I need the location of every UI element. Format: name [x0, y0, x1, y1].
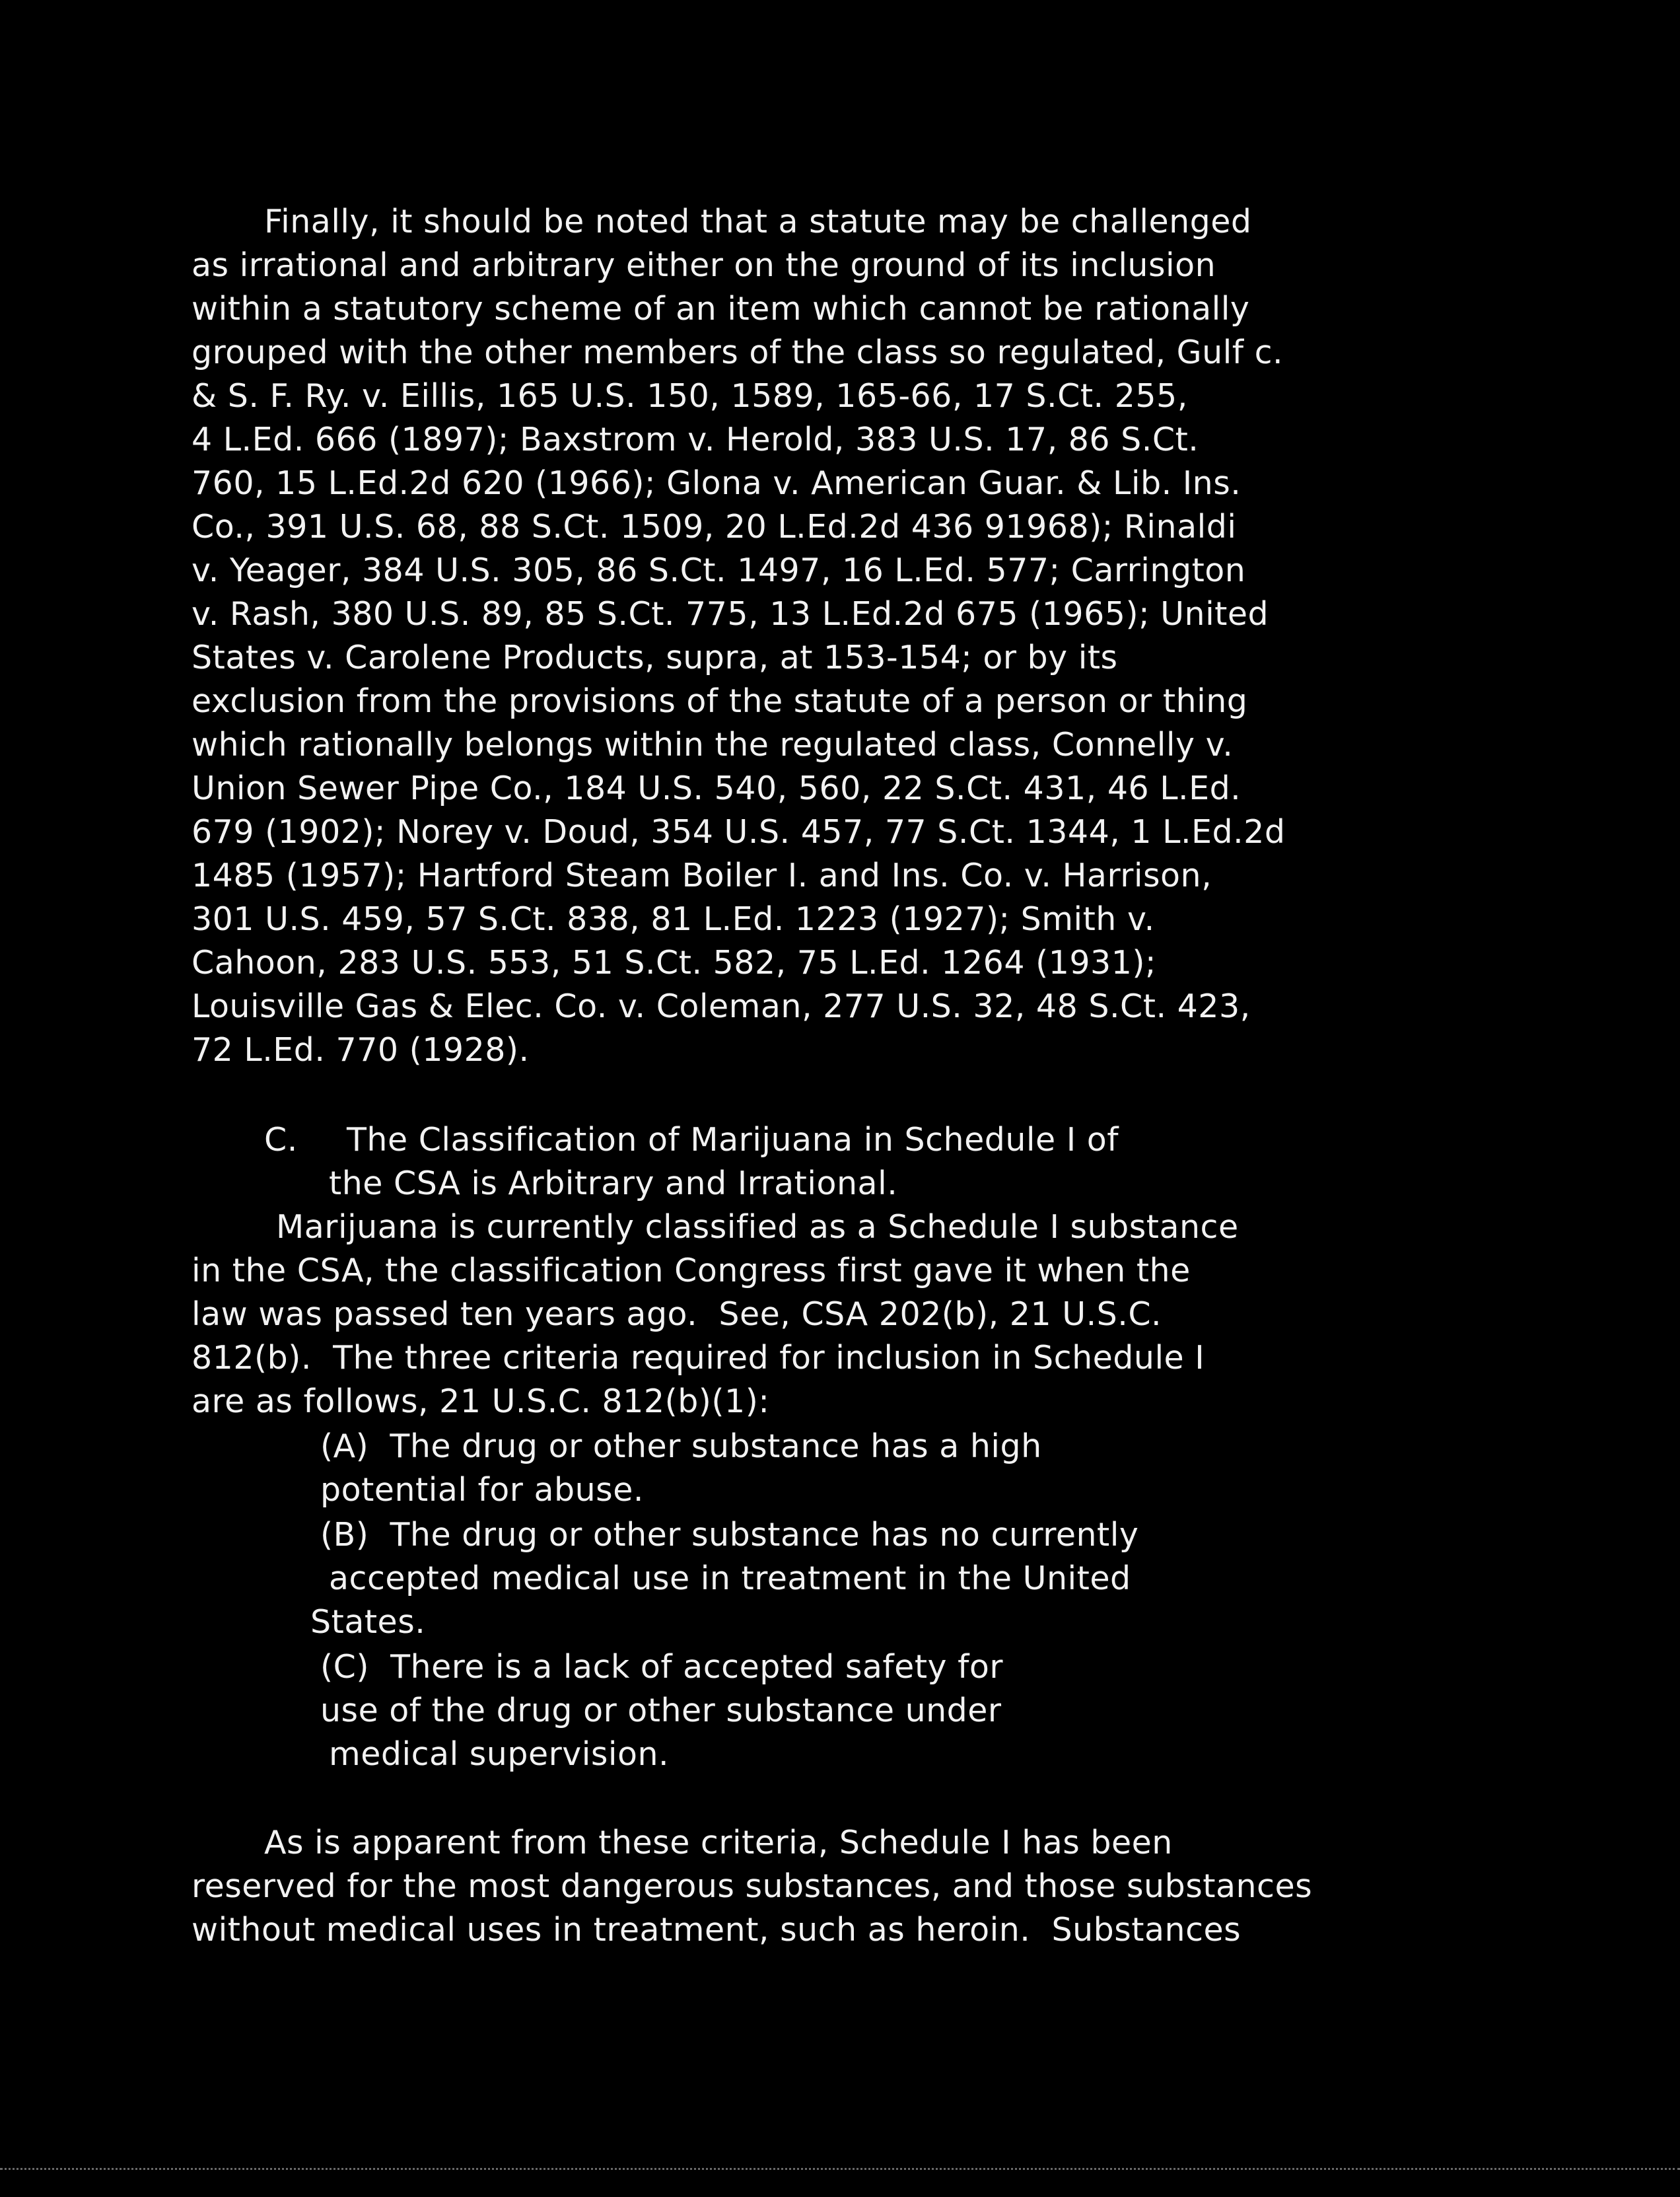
paragraph1-line-20: 72 L.Ed. 770 (1928).	[192, 1031, 530, 1069]
scan-edge-divider	[0, 2168, 1680, 2170]
criterion-a-line-1: (A) The drug or other substance has a high	[320, 1427, 1042, 1465]
criterion-c-line-1: (C) There is a lack of accepted safety for	[320, 1648, 1003, 1686]
paragraph2-line-5: are as follows, 21 U.S.C. 812(b)(1):	[192, 1383, 770, 1420]
paragraph1-line-13: which rationally belongs within the regulated class, Connelly v.	[192, 726, 1234, 764]
paragraph3-line-1: As is apparent from these criteria, Schedule I has been	[264, 1824, 1173, 1861]
paragraph1-line-2: as irrational and arbitrary either on the ground of its inclusion	[192, 246, 1216, 284]
paragraph1-line-15: 679 (1902); Norey v. Doud, 354 U.S. 457, 77 S.Ct. 1344, 1 L.Ed.2d	[192, 813, 1286, 851]
heading-line-2: the CSA is Arbitrary and Irrational.	[329, 1165, 898, 1202]
paragraph1-line-6: 4 L.Ed. 666 (1897); Baxstrom v. Herold, 383 U.S. 17, 86 S.Ct.	[192, 421, 1199, 458]
paragraph2-line-1: Marijuana is currently classified as a Schedule I substance	[276, 1208, 1239, 1246]
paragraph1-line-5: & S. F. Ry. v. Eillis, 165 U.S. 150, 1589, 165-66, 17 S.Ct. 255,	[192, 377, 1188, 415]
paragraph1-line-18: Cahoon, 283 U.S. 553, 51 S.Ct. 582, 75 L.Ed. 1264 (1931);	[192, 944, 1157, 982]
paragraph3-line-2: reserved for the most dangerous substances, and those substances	[192, 1867, 1313, 1905]
criterion-c-line-3: medical supervision.	[329, 1735, 670, 1773]
paragraph1-line-7: 760, 15 L.Ed.2d 620 (1966); Glona v. American Guar. & Lib. Ins.	[192, 464, 1242, 502]
paragraph1-line-3: within a statutory scheme of an item which cannot be rationally	[192, 290, 1250, 328]
criterion-b-line-3: States.	[310, 1603, 426, 1641]
paragraph1-line-11: States v. Carolene Products, supra, at 153-154; or by its	[192, 639, 1118, 676]
criterion-b-line-1: (B) The drug or other substance has no currently	[320, 1516, 1139, 1554]
paragraph1-line-9: v. Yeager, 384 U.S. 305, 86 S.Ct. 1497, 16 L.Ed. 577; Carrington	[192, 552, 1246, 589]
paragraph1-line-19: Louisville Gas & Elec. Co. v. Coleman, 277 U.S. 32, 48 S.Ct. 423,	[192, 988, 1251, 1025]
paragraph1-line-8: Co., 391 U.S. 68, 88 S.Ct. 1509, 20 L.Ed.2d 436 91968); Rinaldi	[192, 508, 1237, 546]
paragraph1-line-4: grouped with the other members of the class so regulated, Gulf c.	[192, 334, 1284, 371]
heading-line-1: The Classification of Marijuana in Schedule I of	[347, 1121, 1119, 1159]
paragraph2-line-3: law was passed ten years ago. See, CSA 202(b), 21 U.S.C.	[192, 1295, 1162, 1333]
paragraph1-line-14: Union Sewer Pipe Co., 184 U.S. 540, 560, 22 S.Ct. 431, 46 L.Ed.	[192, 770, 1242, 807]
paragraph2-line-4: 812(b). The three criteria required for inclusion in Schedule I	[192, 1339, 1205, 1377]
paragraph1-line-12: exclusion from the provisions of the statute of a person or thing	[192, 682, 1248, 720]
paragraph1-line-16: 1485 (1957); Hartford Steam Boiler I. and Ins. Co. v. Harrison,	[192, 857, 1212, 894]
paragraph2-line-2: in the CSA, the classification Congress first gave it when the	[192, 1252, 1191, 1289]
criterion-b-line-2: accepted medical use in treatment in the United	[329, 1560, 1131, 1597]
criterion-c-line-2: use of the drug or other substance under	[320, 1692, 1002, 1729]
heading-label: C.	[264, 1121, 298, 1159]
criterion-a-line-2: potential for abuse.	[320, 1471, 644, 1509]
paragraph3-line-3: without medical uses in treatment, such as heroin. Substances	[192, 1911, 1242, 1949]
paragraph1-line-10: v. Rash, 380 U.S. 89, 85 S.Ct. 775, 13 L.Ed.2d 675 (1965); United	[192, 595, 1269, 633]
paragraph1-line-1: Finally, it should be noted that a statute may be challenged	[264, 203, 1252, 240]
paragraph1-line-17: 301 U.S. 459, 57 S.Ct. 838, 81 L.Ed. 1223 (1927); Smith v.	[192, 900, 1155, 938]
